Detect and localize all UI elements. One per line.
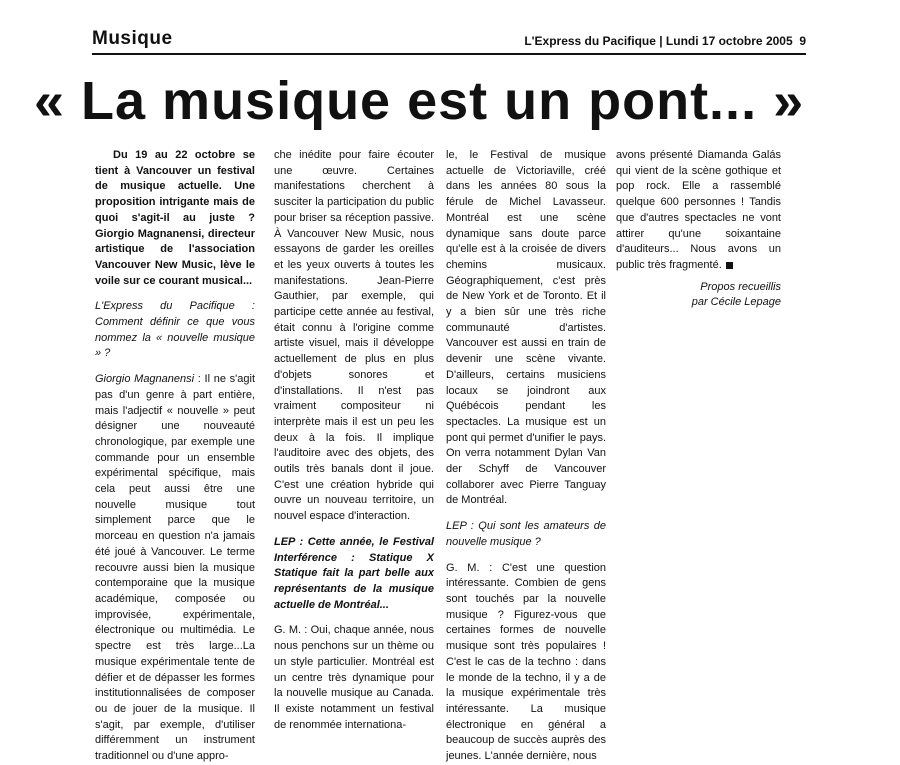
answer-1-text: : Il ne s'agit pas d'un genre à part entière, mais l'adjectif « nouvelle » peut désigner une nouveauté chronologique, par exemple une commande pour un ensemble expérimental spécifique, mais cela peut aussi être une nouvelle musique tout simplement parce que le morceau en question n'a jamais été joué à Vancouver. Le terme recouvre aussi bien la musique contemporaine que la musique académique, composée ou improvisée, expérimentale, électronique ou multimédia. Le spectre est très large...La musique expérimentale tente de défier et de dépasser les formes institutionnalisées de composer ou de jouer de la musique. Il s'agit, par exemple, d'utiliser différemment un instrument traditionnel ou d'une appro-	[95, 373, 255, 763]
answer-1-speaker: Giorgio Magnanensi	[95, 373, 195, 386]
publication-info	[524, 34, 806, 48]
column-3	[446, 148, 606, 765]
publication-date: L'Express du Pacifique | Lundi 17 octobre 2005	[524, 34, 793, 48]
column-2	[274, 148, 434, 733]
answer-2: G. M. : Oui, chaque année, nous nous penchons sur un thème ou un style particulier. Montréal est un centre très dynamique pour la nouvelle musique au Canada. Il existe notamment un festival de renommée internationa-	[274, 624, 434, 731]
column-1	[95, 148, 255, 765]
article-lead: Du 19 au 22 octobre se tient à Vancouver un festival de musique actuelle. Une proposition intrigante mais de quoi s'agit-il au juste ? Giorgio Magnanensi, directeur artistique de l'association Vancouver New Music, lève le voile sur ce courant musical...	[95, 149, 255, 287]
answer-3: G. M. : C'est une question intéressante. Combien de gens sont touchés par la nouvelle musique ? Figurez-vous que certaines formes de nouvelle musique sont très populaires ! C'est le cas de la techno : dans le monde de la techno, il y a de la musique expérimentale très intéressante. La musique électronique en général a beaucoup de succès auprès des jeunes. L'année dernière, nous	[446, 561, 606, 763]
page-number: 9	[799, 34, 806, 48]
column-4-text	[616, 148, 781, 274]
end-mark-icon	[726, 262, 733, 269]
page-header	[92, 28, 806, 54]
column-3-text: le, le Festival de musique actuelle de Victoriaville, créé dans les années 80 sous la férule de Michel Lavasseur. Montréal est une scène dynamique sans doute parce qu'elle est à la croisée de divers chemins musicaux. Géographiquement, c'est près de New York et de Toronto. Et il y a bien sûr une très riche communauté d'artistes. Vancouver est aussi en train de devenir une scène vivante. D'ailleurs, certains musiciens locaux se joindront aux Québécois pendant les spectacles. La musique est un pont qui permet d'unifier le pays. On verra notamment Dylan Van der Schyff de Vancouver collaborer avec Pierre Tanguay de Montréal.	[446, 149, 606, 507]
header-rule	[92, 53, 806, 55]
column-2-text: che inédite pour faire écouter une œuvre. Certaines manifestations cherchent à susciter la participation du public pour briser sa réception passive. À Vancouver New Music, nous essayons de garder les oreilles et les yeux ouverts à toutes les manifestations. Jean-Pierre Gauthier, par exemple, qui participe cette année au festival, était connu à l'origine comme artiste visuel, mais il développe actuellement de plus en plus d'objets sonores et d'installations. Il n'est pas vraiment compositeur ni interprète mais il est un peu les deux à la fois. Il implique l'auditoire avec des objets, des outils très banals dont il joue. C'est une création hybride qui ouvre un nouveau territoire, un nouvel espace d'interaction.	[274, 149, 434, 523]
article-headline: « La musique est un pont... »	[34, 71, 805, 131]
section-label: Musique	[92, 28, 173, 49]
article-credit	[616, 280, 781, 310]
column-4-body: avons présenté Diamanda Galás qui vient de la scène gothique et pop rock. Elle a rassemblé quelque 600 personnes ! Tandis que d'autres spectacles ne vont attirer qu'une soixantaine d'auditeurs... Nous avons un public très fragmenté.	[616, 149, 781, 271]
credit-line-1: Propos recueillis	[700, 280, 781, 293]
column-4	[616, 148, 781, 310]
question-1: L'Express du Pacifique : Comment définir ce que vous nommez la « nouvelle musique » ?	[95, 300, 255, 360]
question-3: LEP : Qui sont les amateurs de nouvelle musique ?	[446, 520, 606, 548]
answer-1	[95, 372, 255, 765]
credit-line-2: par Cécile Lepage	[691, 295, 781, 308]
question-2: LEP : Cette année, le Festival Interférence : Statique X Statique fait la part belle aux représentants de la musique actuelle de Montréal...	[274, 535, 434, 611]
